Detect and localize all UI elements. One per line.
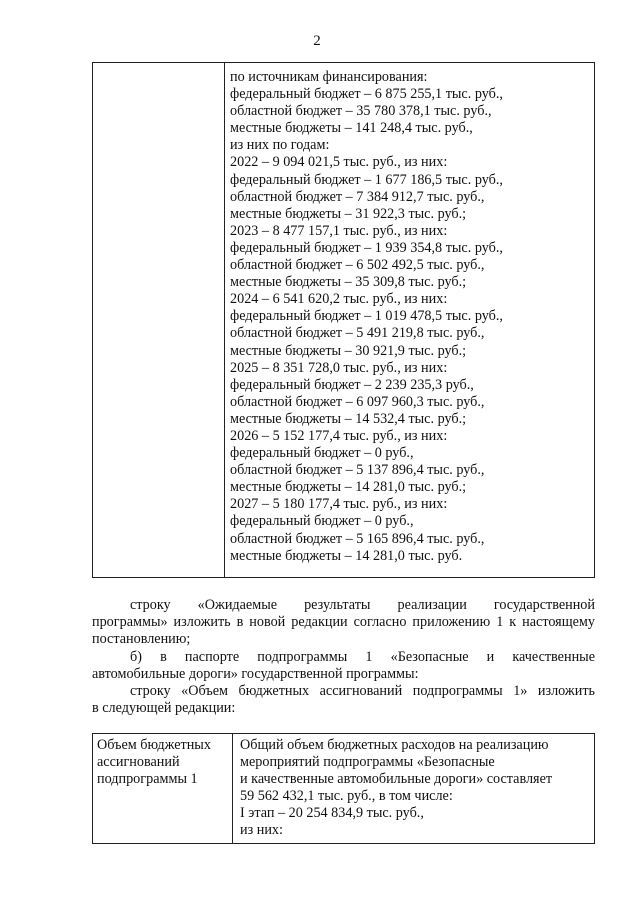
paragraph-budget-row (92, 683, 595, 700)
financing-table-label-cell (93, 63, 225, 578)
subprogram-budget-label (97, 737, 230, 788)
paragraph-expected-results-end (92, 631, 595, 648)
financing-line: 2022 – 9 094 021,5 тыс. руб., из них: (230, 154, 448, 171)
financing-line: областной бюджет – 35 780 378,1 тыс. руб., (230, 103, 492, 120)
financing-line: областной бюджет – 5 491 219,8 тыс. руб., (230, 325, 485, 342)
paragraph-expected-results-cont (92, 614, 595, 631)
financing-line: местные бюджеты – 30 921,9 тыс. руб.; (230, 342, 467, 359)
financing-line: 2026 – 5 152 177,4 тыс. руб., из них: (230, 427, 448, 444)
label-line: ассигнований (97, 754, 180, 771)
paragraph-line: строку «Ожидаемые результаты реализации государственной (130, 597, 595, 613)
value-line: мероприятий подпрограммы «Безопасные (240, 754, 495, 771)
financing-line: федеральный бюджет – 1 939 354,8 тыс. руб., (230, 239, 503, 256)
label-line: подпрограммы 1 (97, 771, 198, 788)
financing-line: 2025 – 8 351 728,0 тыс. руб., из них: (230, 359, 448, 376)
value-line: из них: (240, 822, 283, 839)
financing-line: федеральный бюджет – 6 875 255,1 тыс. руб., (230, 86, 503, 103)
paragraph-line: в следующей редакции: (92, 700, 236, 716)
financing-line: из них по годам: (230, 137, 330, 154)
paragraph-budget-row-cont (92, 700, 595, 717)
subprogram-budget-value-cell (233, 734, 595, 844)
financing-line: федеральный бюджет – 2 239 235,3 руб., (230, 376, 474, 393)
paragraph-expected-results (92, 597, 595, 614)
financing-line: местные бюджеты – 141 248,4 тыс. руб., (230, 120, 473, 137)
value-line: 59 562 432,1 тыс. руб., в том числе: (240, 788, 453, 805)
financing-line: 2027 – 5 180 177,4 тыс. руб., из них: (230, 496, 448, 513)
financing-table-value-cell (225, 63, 595, 578)
financing-table (92, 62, 595, 578)
financing-line: местные бюджеты – 14 281,0 тыс. руб.; (230, 479, 467, 496)
paragraph-line: б) в паспорте подпрограммы 1 «Безопасные и качественные (130, 649, 595, 665)
value-line: Общий объем бюджетных расходов на реализацию (240, 737, 549, 753)
financing-line: областной бюджет – 5 165 896,4 тыс. руб., (230, 530, 485, 547)
financing-line: областной бюджет – 7 384 912,7 тыс. руб., (230, 188, 485, 205)
value-line: I этап – 20 254 834,9 тыс. руб., (240, 805, 424, 822)
financing-line: областной бюджет – 6 097 960,3 тыс. руб., (230, 393, 485, 410)
financing-line: федеральный бюджет – 0 руб., (230, 445, 414, 462)
financing-line: областной бюджет – 6 502 492,5 тыс. руб., (230, 257, 485, 274)
paragraph-line: программы» изложить в новой редакции согласно приложению 1 к настоящему (92, 614, 595, 630)
paragraph-subprogram-passport-cont (92, 666, 595, 683)
financing-line: местные бюджеты – 14 281,0 тыс. руб. (230, 547, 463, 564)
label-line: Объем бюджетных (97, 737, 211, 753)
financing-line: по источникам финансирования: (230, 69, 428, 85)
subprogram-budget-label-cell (93, 734, 233, 844)
paragraph-line: автомобильные дороги» государственной программы: (92, 666, 419, 682)
financing-lines (230, 69, 590, 565)
financing-line: 2024 – 6 541 620,2 тыс. руб., из них: (230, 291, 448, 308)
financing-line: местные бюджеты – 14 532,4 тыс. руб.; (230, 410, 467, 427)
financing-line: федеральный бюджет – 1 677 186,5 тыс. руб., (230, 171, 503, 188)
financing-line: федеральный бюджет – 1 019 478,5 тыс. руб., (230, 308, 503, 325)
paragraph-line: строку «Объем бюджетных ассигнований подпрограммы 1» изложить (130, 683, 595, 699)
page-number: 2 (313, 33, 321, 49)
value-line: и качественные автомобильные дороги» составляет (240, 771, 553, 788)
paragraph-line: постановлению; (92, 631, 191, 647)
paragraph-subprogram-passport (92, 649, 595, 666)
financing-line: областной бюджет – 5 137 896,4 тыс. руб., (230, 462, 485, 479)
subprogram-budget-value (240, 737, 590, 840)
financing-line: местные бюджеты – 31 922,3 тыс. руб.; (230, 205, 467, 222)
subprogram-budget-table (92, 733, 595, 844)
financing-line: 2023 – 8 477 157,1 тыс. руб., из них: (230, 222, 448, 239)
financing-line: местные бюджеты – 35 309,8 тыс. руб.; (230, 274, 467, 291)
financing-line: федеральный бюджет – 0 руб., (230, 513, 414, 530)
